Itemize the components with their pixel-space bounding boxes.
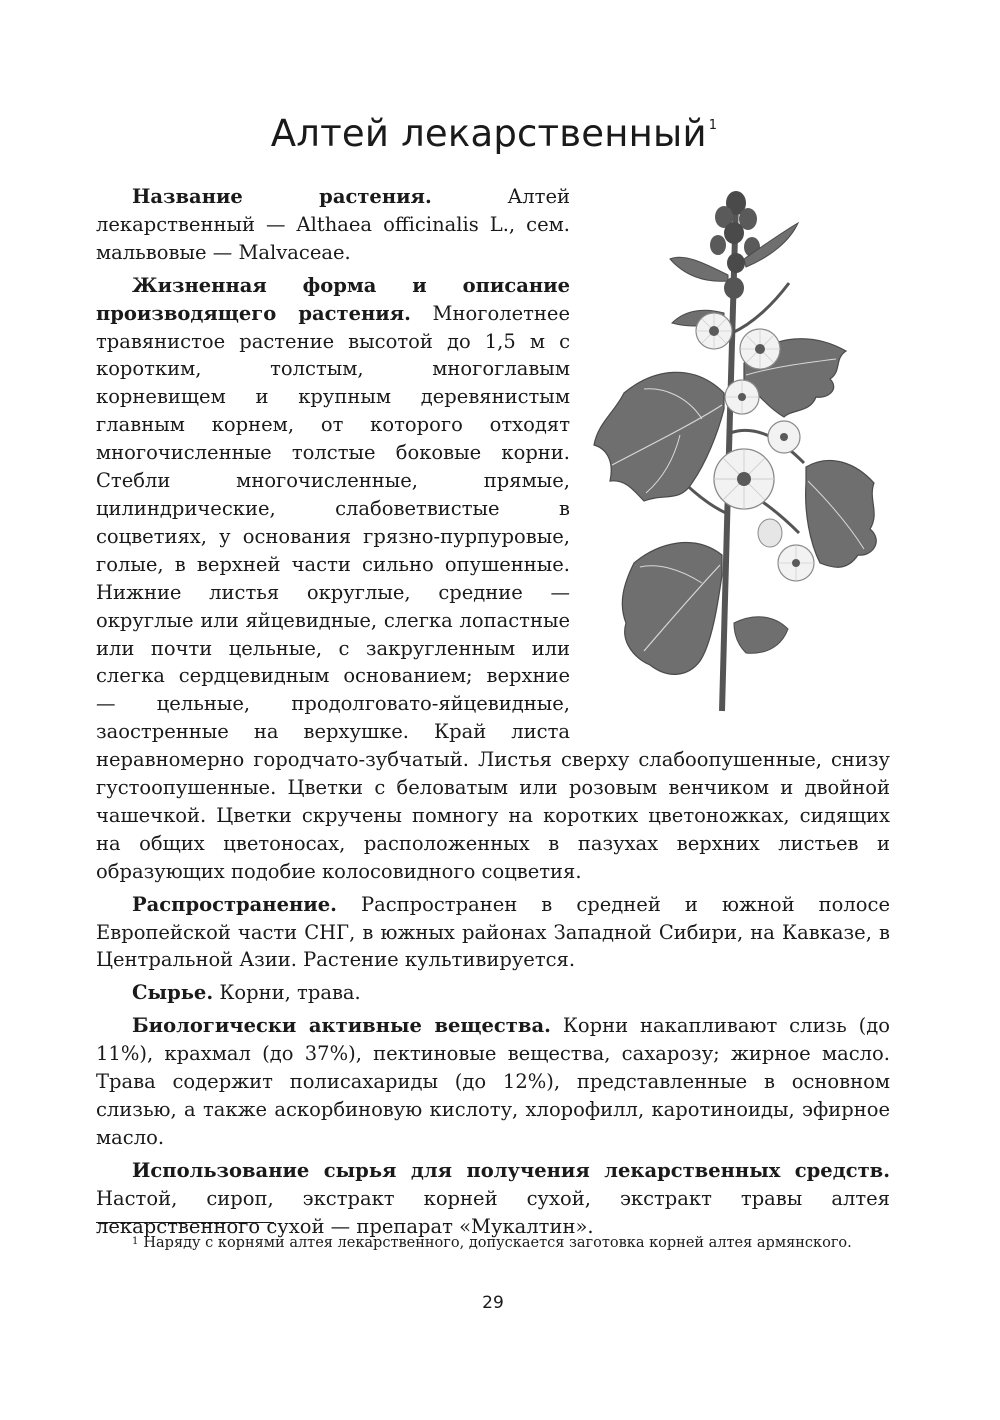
section-text: Алтей лекарственный — Althaea officinalis L., сем. мальвовые — Malvaceae.	[96, 185, 570, 264]
plant-leaf	[670, 257, 728, 281]
plant-flower	[768, 421, 800, 453]
plant-flower	[778, 545, 814, 581]
section-distribution	[96, 891, 890, 975]
marshmallow-plant-drawing	[584, 183, 890, 723]
section-raw-material	[96, 979, 890, 1007]
plant-flower	[696, 313, 732, 349]
section-active-substances	[96, 1012, 890, 1152]
section-heading: Биологически активные вещества.	[132, 1014, 551, 1038]
section-heading: Использование сырья для получения лекарственных средств.	[132, 1158, 890, 1182]
footnote-text: Наряду с корнями алтея лекарственного, допускается заготовка корней алтея армянского.	[143, 1235, 852, 1251]
footnote-divider	[96, 1222, 274, 1223]
plant-leaf	[594, 372, 724, 501]
page-title	[96, 112, 890, 155]
plant-flower	[740, 329, 780, 369]
section-heading: Название растения.	[132, 185, 432, 208]
plant-flower	[758, 519, 782, 547]
title-footnote-mark: 1	[708, 118, 718, 133]
document-page	[96, 0, 890, 1420]
section-text: Многолетнее травянистое растение высотой до 1,5 м с коротким, толстым, многоглавым корневищем и крупным деревянистым главным корнем, от которого отходят многочисленные толстые боковые корни. Стебли многочисленные, прямые, цилиндрические, слабоветвистые в соцветиях, у основания грязно-пурпуровые, голые, в верхней части сильно опушенные. Нижние листья округлые, средние — округлые или яйцевидные, слегка лопастные или почти цельные, с закругленным или слегка сердцевидным основанием; верхние — цельные, продолговато-яйцевидные, заостренные на верхушке. Край листа неравномерно городчато-зубчатый. Листья сверху слабоопушенные, снизу густоопушенные. Цветки с беловатым или розовым венчиком и двойной чашечкой. Цветки скручены помногу на коротких цветоножках, сидящих на общих цветоносах, расположенных в пазухах верхних листьев и образующих подобие колосовидного соцветия.	[96, 301, 890, 883]
plant-flower	[714, 449, 774, 509]
section-text: Настой, сироп, экстракт корней сухой, экстракт травы алтея лекарственного сухой — препарат «Мукалтин».	[96, 1186, 890, 1238]
section-heading: Жизненная форма и описание производящего растения.	[96, 273, 570, 325]
footnote	[96, 1232, 890, 1254]
plant-flower	[725, 380, 759, 414]
section-heading: Распространение.	[132, 892, 337, 916]
section-usage	[96, 1157, 890, 1241]
plant-leaf	[622, 543, 722, 675]
plant-leaf	[806, 460, 877, 567]
page-title-text: Алтей лекарственный	[270, 112, 707, 155]
section-text: Распространен в средней и южной полосе Европейской части СНГ, в южных районах Западной Сибири, на Кавказе, в Центральной Азии. Растение культивируется.	[96, 892, 890, 972]
section-text: Корни, трава.	[219, 981, 361, 1005]
footnote-mark: 1	[132, 1236, 139, 1247]
plant-leaf	[734, 617, 788, 654]
page-number: 29	[482, 1293, 504, 1313]
section-heading: Сырье.	[132, 981, 214, 1005]
article-body	[96, 183, 890, 1241]
althaea-illustration	[584, 183, 890, 723]
section-text: Корни накапливают слизь (до 11%), крахмал (до 37%), пектиновые вещества, сахарозу; жирное масло. Трава содержит полисахариды (до 12%), представленные в основном слизью, а также аскорбиновую кислоту, хлорофилл, каротиноиды, эфирное масло.	[96, 1014, 891, 1149]
